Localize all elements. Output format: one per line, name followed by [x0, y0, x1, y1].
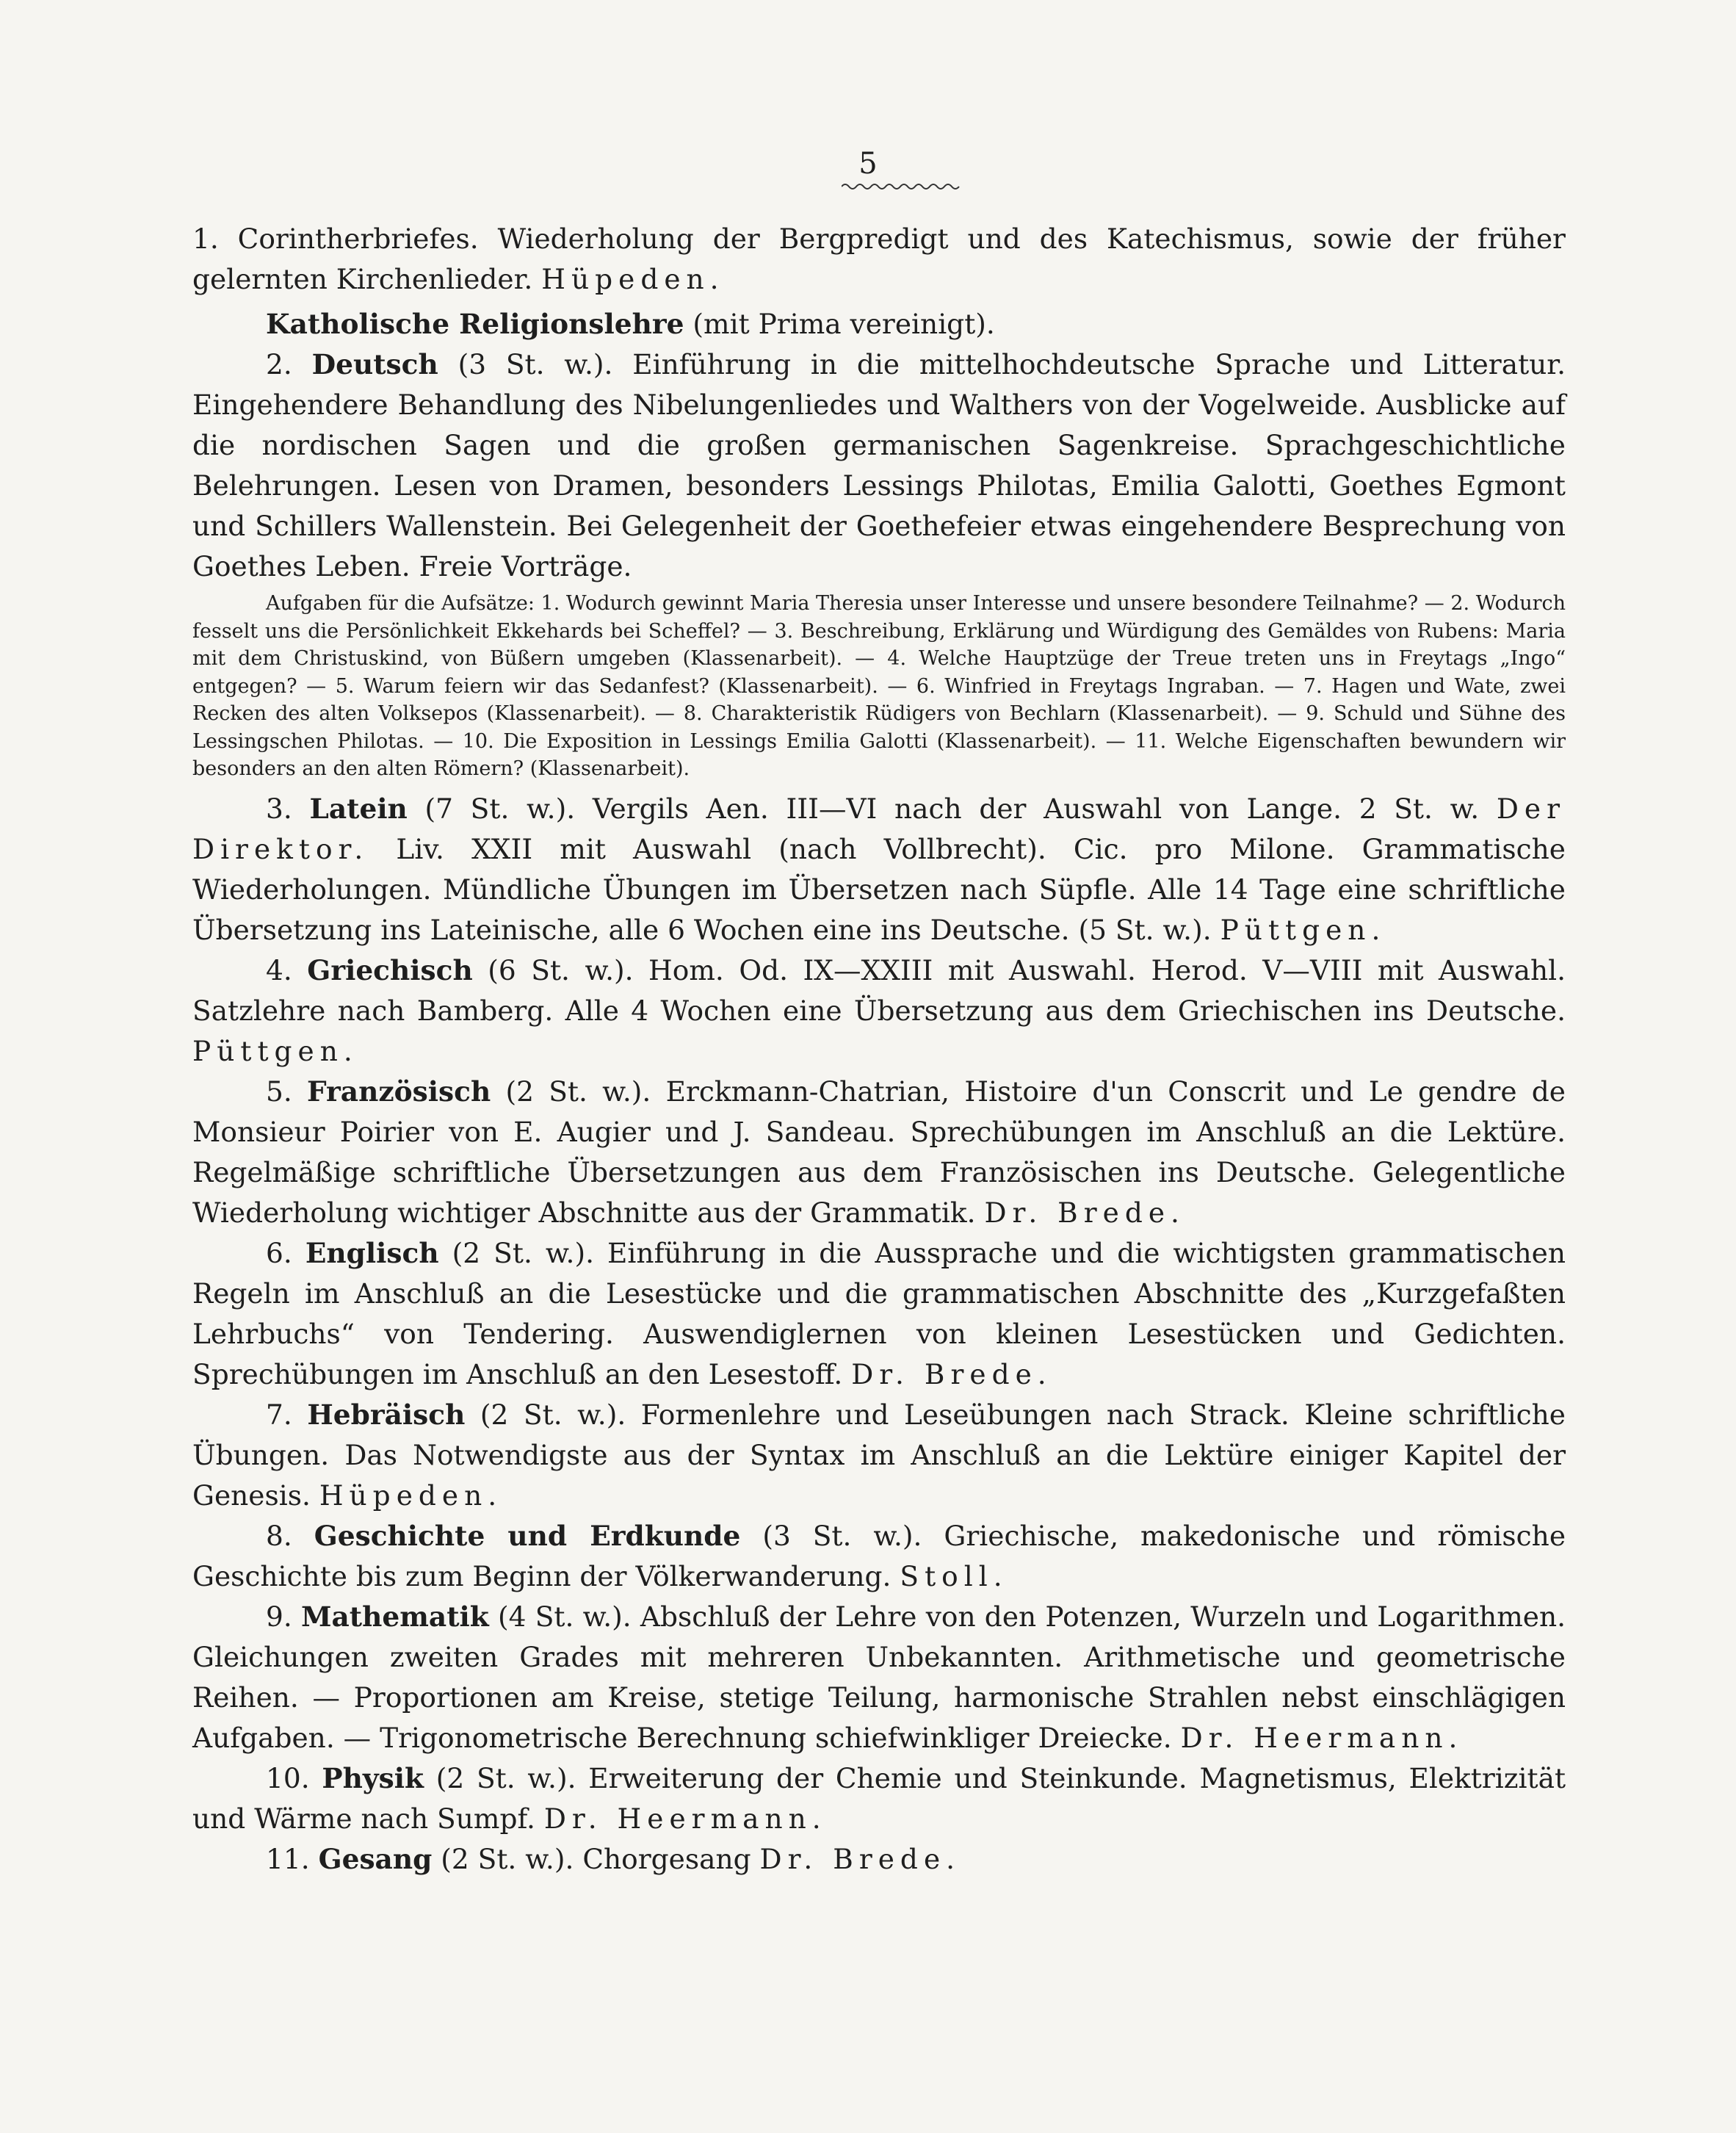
subject-heading: Englisch — [305, 1236, 439, 1269]
page-body — [192, 219, 1566, 1880]
paragraph-text: 1. Corintherbriefes. Wiederholung der Bergpredigt und des Katechismus, sowie der früher gelernten Kirchenlieder. — [192, 223, 1566, 295]
paragraph-text: (3 St. w.). Einführung in die mittelhochdeutsche Sprache und Litteratur. Eingehendere Behandlung des Nibelungenliedes und Walthers von der Vogelweide. Ausblicke auf die nordischen Sagen und die großen germanischen Sagenkreise. Sprachgeschichtliche Belehrungen. Lesen von Dramen, besonders Lessings Philotas, Emilia Galotti, Goethes Egmont und Schillers Wallenstein. Bei Gelegenheit der Goethefeier etwas eingehendere Besprechung von Goethes Leben. Freie Vorträge. — [192, 348, 1566, 582]
paragraph-physik — [192, 1758, 1566, 1839]
subject-number: 8. — [266, 1519, 292, 1552]
essay-topics-text: Aufgaben für die Aufsätze: 1. Wodurch gewinnt Maria Theresia unser Interesse und unsere besondere Teilnahme? — 2. Wodurch fesselt uns die Persönlichkeit Ekkehards bei Scheffel? — 3. Beschreibung, Erklärung und Würdigung des Gemäldes von Rubens: Maria mit dem Christuskind, von Büßern umgeben (Klassenarbeit). — 4. Welche Hauptzüge der Treue treten uns in Freytags „Ingo“ entgegen? — 5. Warum feiern wir das Sedanfest? (Klassenarbeit). — 6. Winfried in Freytags Ingraban. — 7. Hagen und Wate, zwei Recken des alten Volksepos (Klassenarbeit). — 8. Charakteristik Rüdigers von Bechlarn (Klassenarbeit). — 9. Schuld und Sühne des Lessingschen Philotas. — 10. Die Exposition in Lessings Emilia Galotti (Klassenarbeit). — 11. Welche Eigenschaften bewundern wir besonders an den alten Römern? (Klassenarbeit). — [192, 592, 1566, 780]
paragraph-latein — [192, 789, 1566, 950]
subject-heading: Geschichte und Erdkunde — [314, 1519, 741, 1552]
paragraph-geschichte-erdkunde — [192, 1516, 1566, 1597]
subject-number: 6. — [266, 1236, 292, 1269]
subject-number: 3. — [266, 792, 292, 825]
subject-heading: Katholische Religionslehre — [266, 308, 684, 340]
paragraph-text: (2 St. w.). Formenlehre und Leseübungen nach Strack. Kleine schriftliche Übungen. Das Notwendigste aus der Syntax im Anschluß an die Lektüre einiger Kapitel der Genesis. — [192, 1398, 1566, 1512]
subject-heading: Deutsch — [311, 348, 438, 380]
teacher-name: Dr. Brede. — [759, 1842, 961, 1875]
subject-heading: Gesang — [318, 1842, 433, 1875]
subject-number: 11. — [266, 1842, 310, 1875]
teacher-name: Dr. Brede. — [851, 1357, 1052, 1390]
page-number: 5 — [858, 147, 878, 181]
teacher-name: Stoll. — [900, 1559, 1008, 1592]
paragraph-text: (mit Prima vereinigt). — [692, 308, 995, 340]
paragraph-hebraeisch — [192, 1395, 1566, 1516]
teacher-name: Der Direktor. — [192, 792, 1566, 865]
essay-topics — [192, 590, 1566, 783]
subject-number: 10. — [266, 1761, 310, 1794]
paragraph-text: (2 St. w.). Chorgesang — [441, 1842, 751, 1875]
subject-number: 2. — [266, 348, 292, 380]
subject-heading: Latein — [309, 792, 408, 825]
subject-number: 7. — [266, 1398, 292, 1431]
paragraph-franzoesisch — [192, 1072, 1566, 1233]
paragraph-text: (4 St. w.). Abschluß der Lehre von den Potenzen, Wurzeln und Logarithmen. Gleichungen zweiten Grades mit mehreren Unbekannten. Arithmetische und geometrische Reihen. — Proportionen am Kreise, stetige Teilung, harmonische Strahlen nebst einschlägigen Aufgaben. — Trigonometrische Berechnung schiefwinkliger Dreiecke. — [192, 1600, 1566, 1754]
subject-heading: Physik — [322, 1761, 424, 1794]
paragraph-text: (7 St. w.). Vergils Aen. III—VI nach der Auswahl von Lange. 2 St. w. — [424, 792, 1480, 825]
subject-heading: Französisch — [307, 1075, 491, 1108]
paragraph-text: Liv. XXII mit Auswahl (nach Vollbrecht). Cic. pro Milone. Grammatische Wiederholungen. Mündliche Übungen im Übersetzen nach Süpfle. Alle 14 Tage eine schriftliche Übersetzung ins Lateinische, alle 6 Wochen eine ins Deutsche. (5 St. w.). — [192, 832, 1566, 946]
paragraph-text: (2 St. w.). Erweiterung der Chemie und Steinkunde. Magnetismus, Elektrizität und Wärme nach Sumpf. — [192, 1761, 1566, 1835]
teacher-name: Hüpeden. — [319, 1479, 503, 1512]
teacher-name: Dr. Heermann. — [1180, 1721, 1464, 1754]
paragraph-text: (3 St. w.). Griechische, makedonische und römische Geschichte bis zum Beginn der Völkerwanderung. — [192, 1519, 1566, 1592]
paragraph-text: (2 St. w.). Einführung in die Aussprache und die wichtigsten grammatischen Regeln im Anschluß an die Lesestücke und die grammatischen Abschnitte des „Kurzgefaßten Lehrbuchs“ von Tendering. Auswendiglernen von kleinen Lesestücken und Gedichten. Sprechübungen im Anschluß an den Lesestoff. — [192, 1236, 1566, 1390]
teacher-name: Dr. Brede. — [984, 1196, 1185, 1229]
teacher-name: Hüpeden. — [541, 263, 725, 295]
subject-heading: Hebräisch — [307, 1398, 466, 1431]
teacher-name: Dr. Heermann. — [543, 1802, 827, 1835]
subject-number: 5. — [266, 1075, 292, 1108]
subject-heading: Griechisch — [307, 953, 473, 986]
teacher-name: Püttgen. — [1220, 913, 1386, 946]
paragraph-englisch — [192, 1233, 1566, 1395]
paragraph-katholische-religionslehre — [192, 304, 1566, 344]
paragraph-griechisch — [192, 950, 1566, 1072]
wavy-rule-ornament — [842, 181, 961, 192]
paragraph-gesang — [192, 1839, 1566, 1880]
subject-number: 9. — [266, 1600, 292, 1633]
subject-number: 4. — [266, 953, 292, 986]
paragraph-text: (2 St. w.). Erckmann-Chatrian, Histoire d'un Conscrit und Le gendre de Monsieur Poirier von E. Augier und J. Sandeau. Sprechübungen im Anschluß an die Lektüre. Regelmäßige schriftliche Übersetzungen aus dem Französischen ins Deutsche. Gelegentliche Wiederholung wichtiger Abschnitte aus der Grammatik. — [192, 1075, 1566, 1229]
paragraph-text: (6 St. w.). Hom. Od. IX—XXIII mit Auswahl. Herod. V—VIII mit Auswahl. Satzlehre nach Bamberg. Alle 4 Wochen eine Übersetzung aus dem Griechischen ins Deutsche. — [192, 953, 1566, 1027]
paragraph-mathematik — [192, 1597, 1566, 1758]
paragraph-deutsch — [192, 344, 1566, 587]
teacher-name: Püttgen. — [192, 1034, 358, 1067]
paragraph-religion-continued — [192, 219, 1566, 300]
subject-heading: Mathematik — [301, 1600, 489, 1633]
